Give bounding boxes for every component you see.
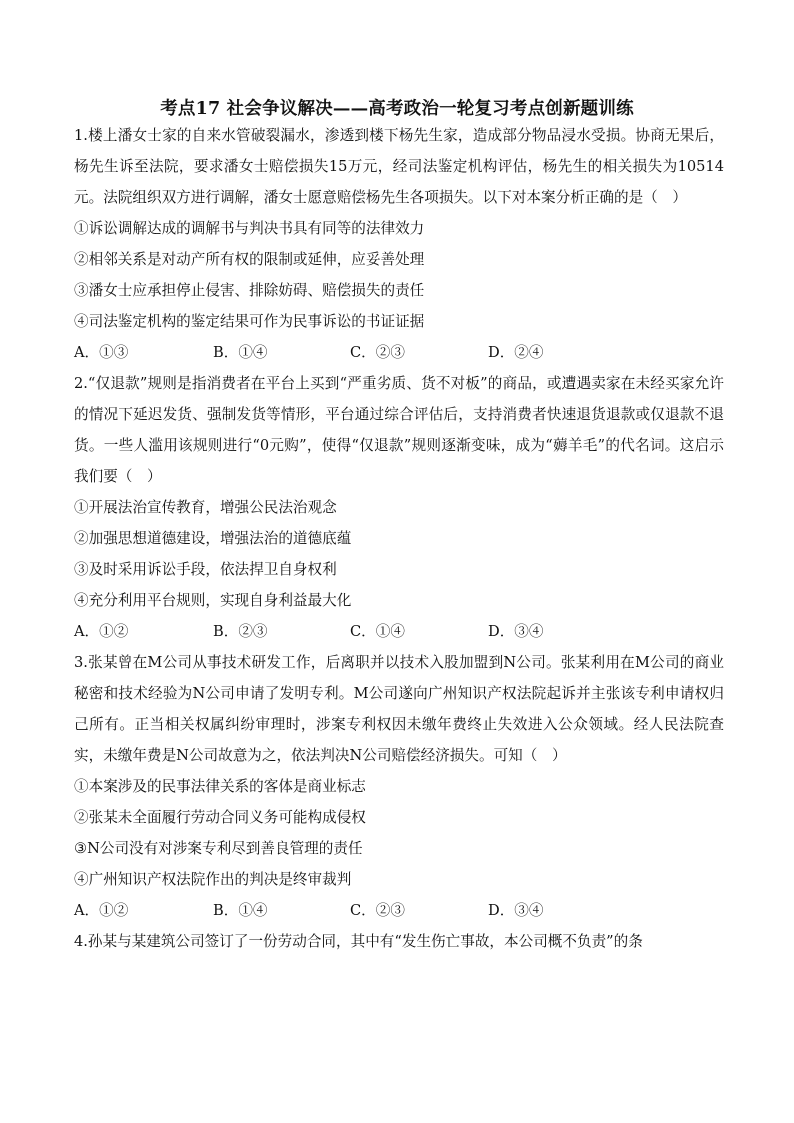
option-item: ②张某未全面履行劳动合同义务可能构成侵权 <box>74 809 366 826</box>
choice-a: A．①② <box>74 623 129 640</box>
option-item: ③潘女士应承担停止侵害、排除妨碍、赔偿损失的责任 <box>74 282 425 299</box>
option-item: ④充分利用平台规则，实现自身利益最大化 <box>74 592 352 609</box>
question-1 <box>74 120 724 368</box>
question-stem: 4.孙某与某建筑公司签订了一份劳动合同，其中有“发生伤亡事故，本公司概不负责”的条 <box>74 933 643 950</box>
question-stem: 3.张某曾在M公司从事技术研发工作，后离职并以技术入股加盟到N公司。张某利用在M公司的商业秘密和技术经验为N公司申请了发明专利。M公司遂向广州知识产权法院起诉并主张该专利申请权归己所有。正当相关权属纠纷审理时，涉案专利权因未缴年费终止失效进入公众领域。经人民法院查实，未缴年费是N公司故意为之，依法判决N公司赔偿经济损失。可知（ ） <box>74 654 724 764</box>
option-item: ①诉讼调解达成的调解书与判决书具有同等的法律效力 <box>74 220 425 237</box>
choice-d: D．③④ <box>488 902 544 919</box>
choice-d: D．②④ <box>488 344 544 361</box>
option-item: ③N公司没有对涉案专利尽到善良管理的责任 <box>74 840 363 857</box>
question-stem: 2.“仅退款”规则是指消费者在平台上买到“严重劣质、货不对板”的商品，或遭遇卖家在未经买家允许的情况下延迟发货、强制发货等情形，平台通过综合评估后，支持消费者快速退货退款或仅退款不退货。一些人滥用该规则进行“0元购”，使得“仅退款”规则逐渐变味，成为“薅羊毛”的代名词。这启示我们要（ ） <box>74 375 724 485</box>
answer-choices <box>74 895 724 926</box>
option-item: ④司法鉴定机构的鉴定结果可作为民事诉讼的书证证据 <box>74 313 425 330</box>
choice-c: C．②③ <box>350 902 405 919</box>
option-item: ③及时采用诉讼手段，依法捍卫自身权利 <box>74 561 337 578</box>
option-item: ②相邻关系是对动产所有权的限制或延伸，应妥善处理 <box>74 251 425 268</box>
answer-choices <box>74 337 724 368</box>
answer-choices <box>74 616 724 647</box>
choice-b: B．①④ <box>213 344 268 361</box>
choice-c: C．①④ <box>350 623 405 640</box>
question-stem: 1.楼上潘女士家的自来水管破裂漏水，渗透到楼下杨先生家，造成部分物品浸水受损。协商无果后，杨先生诉至法院，要求潘女士赔偿损失15万元，经司法鉴定机构评估，杨先生的相关损失为10514元。法院组织双方进行调解，潘女士愿意赔偿杨先生各项损失。以下对本案分析正确的是（ ） <box>74 127 724 206</box>
option-item: ①开展法治宣传教育，增强公民法治观念 <box>74 499 337 516</box>
choice-d: D．③④ <box>488 623 544 640</box>
option-item: ②加强思想道德建设，增强法治的道德底蕴 <box>74 530 352 547</box>
question-3 <box>74 647 724 926</box>
choice-b: B．①④ <box>213 902 268 919</box>
question-2 <box>74 368 724 647</box>
choice-a: A．①③ <box>74 344 129 361</box>
question-list <box>74 120 724 957</box>
question-4 <box>74 926 724 957</box>
option-item: ①本案涉及的民事法律关系的客体是商业标志 <box>74 778 366 795</box>
option-item: ④广州知识产权法院作出的判决是终审裁判 <box>74 871 352 888</box>
choice-b: B．②③ <box>213 623 268 640</box>
choice-a: A．①② <box>74 902 129 919</box>
choice-c: C．②③ <box>350 344 405 361</box>
page-title: 考点17 社会争议解决——高考政治一轮复习考点创新题训练 <box>160 99 634 119</box>
